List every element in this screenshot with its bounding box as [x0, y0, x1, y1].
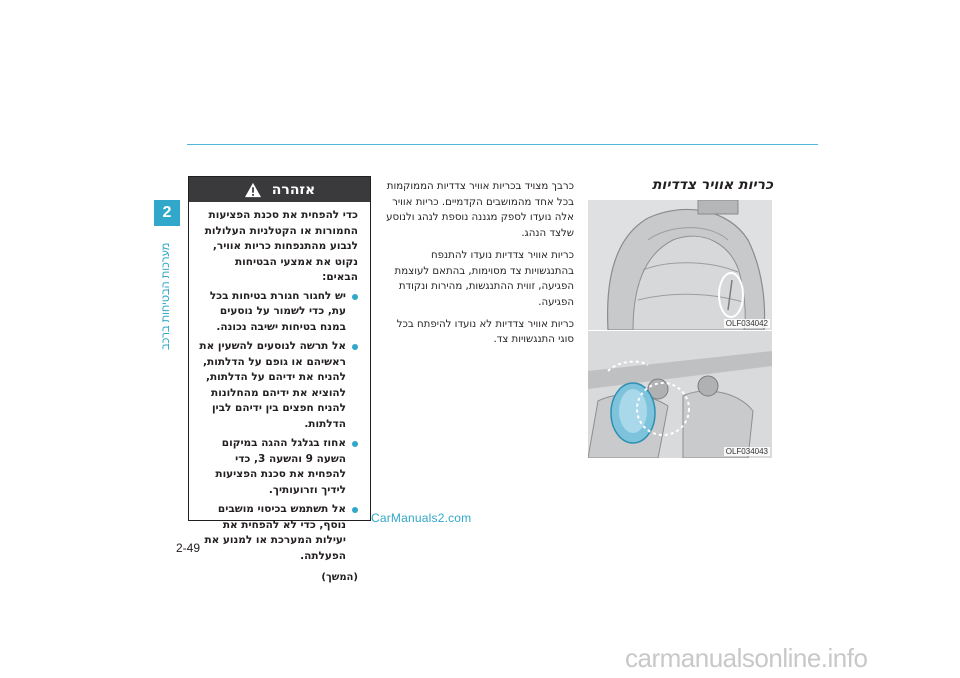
figure-code: OLF034042	[725, 319, 768, 328]
page-number: 2-49	[176, 541, 201, 555]
bullet-dot-icon	[352, 507, 358, 513]
figure-airbag-deploy	[588, 331, 772, 458]
continued-label: (המשך)	[321, 572, 358, 583]
warning-bullet-text: יש לחגור חגורת בטיחות בכל עת, כדי לשמור על נוסעים במנח בטיחות ישיבה נכונה.	[209, 289, 346, 333]
top-rule	[187, 144, 818, 145]
body-paragraph: כריות אוויר צדדיות לא נועדו להיפתח בכל סוגי התנגשויות צד.	[396, 318, 574, 346]
warning-triangle-icon	[244, 182, 262, 198]
warning-title: אזהרה	[271, 181, 316, 198]
body-text-column	[384, 179, 574, 354]
warning-bullet	[197, 339, 358, 432]
warning-intro: כדי להפחית את סכנת הפציעות החמורות או הקטלניות העלולות לנבוע מהתנפחות כריות אוויר, נקוט את אמצעי הבטיחות הבאים:	[204, 209, 358, 283]
warning-bullet-text: אל תשתמש בכיסוי מושבים נוסף, כדי לא להפחית את יעילות המערכת או למנוע את הפעלתה.	[204, 503, 346, 562]
seat-illustration	[588, 200, 772, 330]
deploy-illustration	[588, 331, 772, 458]
bullet-dot-icon	[352, 441, 358, 447]
chapter-side-label: מערכות הבטיחות ברכב	[160, 242, 172, 350]
warning-body	[189, 202, 370, 586]
warning-bullet-text: אחוז בגלגל ההגה במיקום השעה 9 והשעה 3, כדי להפחית את סכנת הפציעות לידיך וזרועותיך.	[215, 437, 346, 496]
figure-code: OLF034043	[725, 447, 768, 456]
section-title: כריות אוויר צדדיות	[651, 177, 773, 193]
bullet-dot-icon	[352, 294, 358, 300]
warning-bullet	[197, 502, 358, 564]
footer-watermark: carmanualsonline.info	[625, 643, 868, 673]
warning-header	[189, 177, 370, 202]
warning-bullet	[197, 289, 358, 336]
figure-seat-airbag	[588, 200, 772, 330]
bullet-dot-icon	[352, 344, 358, 350]
chapter-number-tab: 2	[154, 200, 180, 226]
warning-bullet-text: אל תרשה לנוסעים להשעין את ראשיהם או גופם על הדלתות, להניח את ידיהם על הדלתות, להוציא את ידיהם מהחלונות להניח חפצים בין ידיהם לבין הדלתות.	[199, 340, 346, 430]
watermark-link[interactable]: CarManuals2.com	[371, 511, 472, 525]
warning-bullet	[197, 436, 358, 498]
warning-bullets	[197, 289, 358, 565]
body-paragraph: כריות אוויר צדדיות נועדו להתנפח בהתנגשויות צד מסוימות, בהתאם לעוצמת הפגיעה, זווית ההתנגשות, מהירות ונקודת הפגיעה.	[394, 249, 574, 308]
body-paragraph: כרבך מצויד בכריות אוויר צדדיות הממוקמות בכל אחד מהמושבים הקדמיים. כריות אוויר אלה נועדו לספק מגננה נוספת לנהג ולנוסע שלצד הנהג.	[386, 181, 574, 240]
